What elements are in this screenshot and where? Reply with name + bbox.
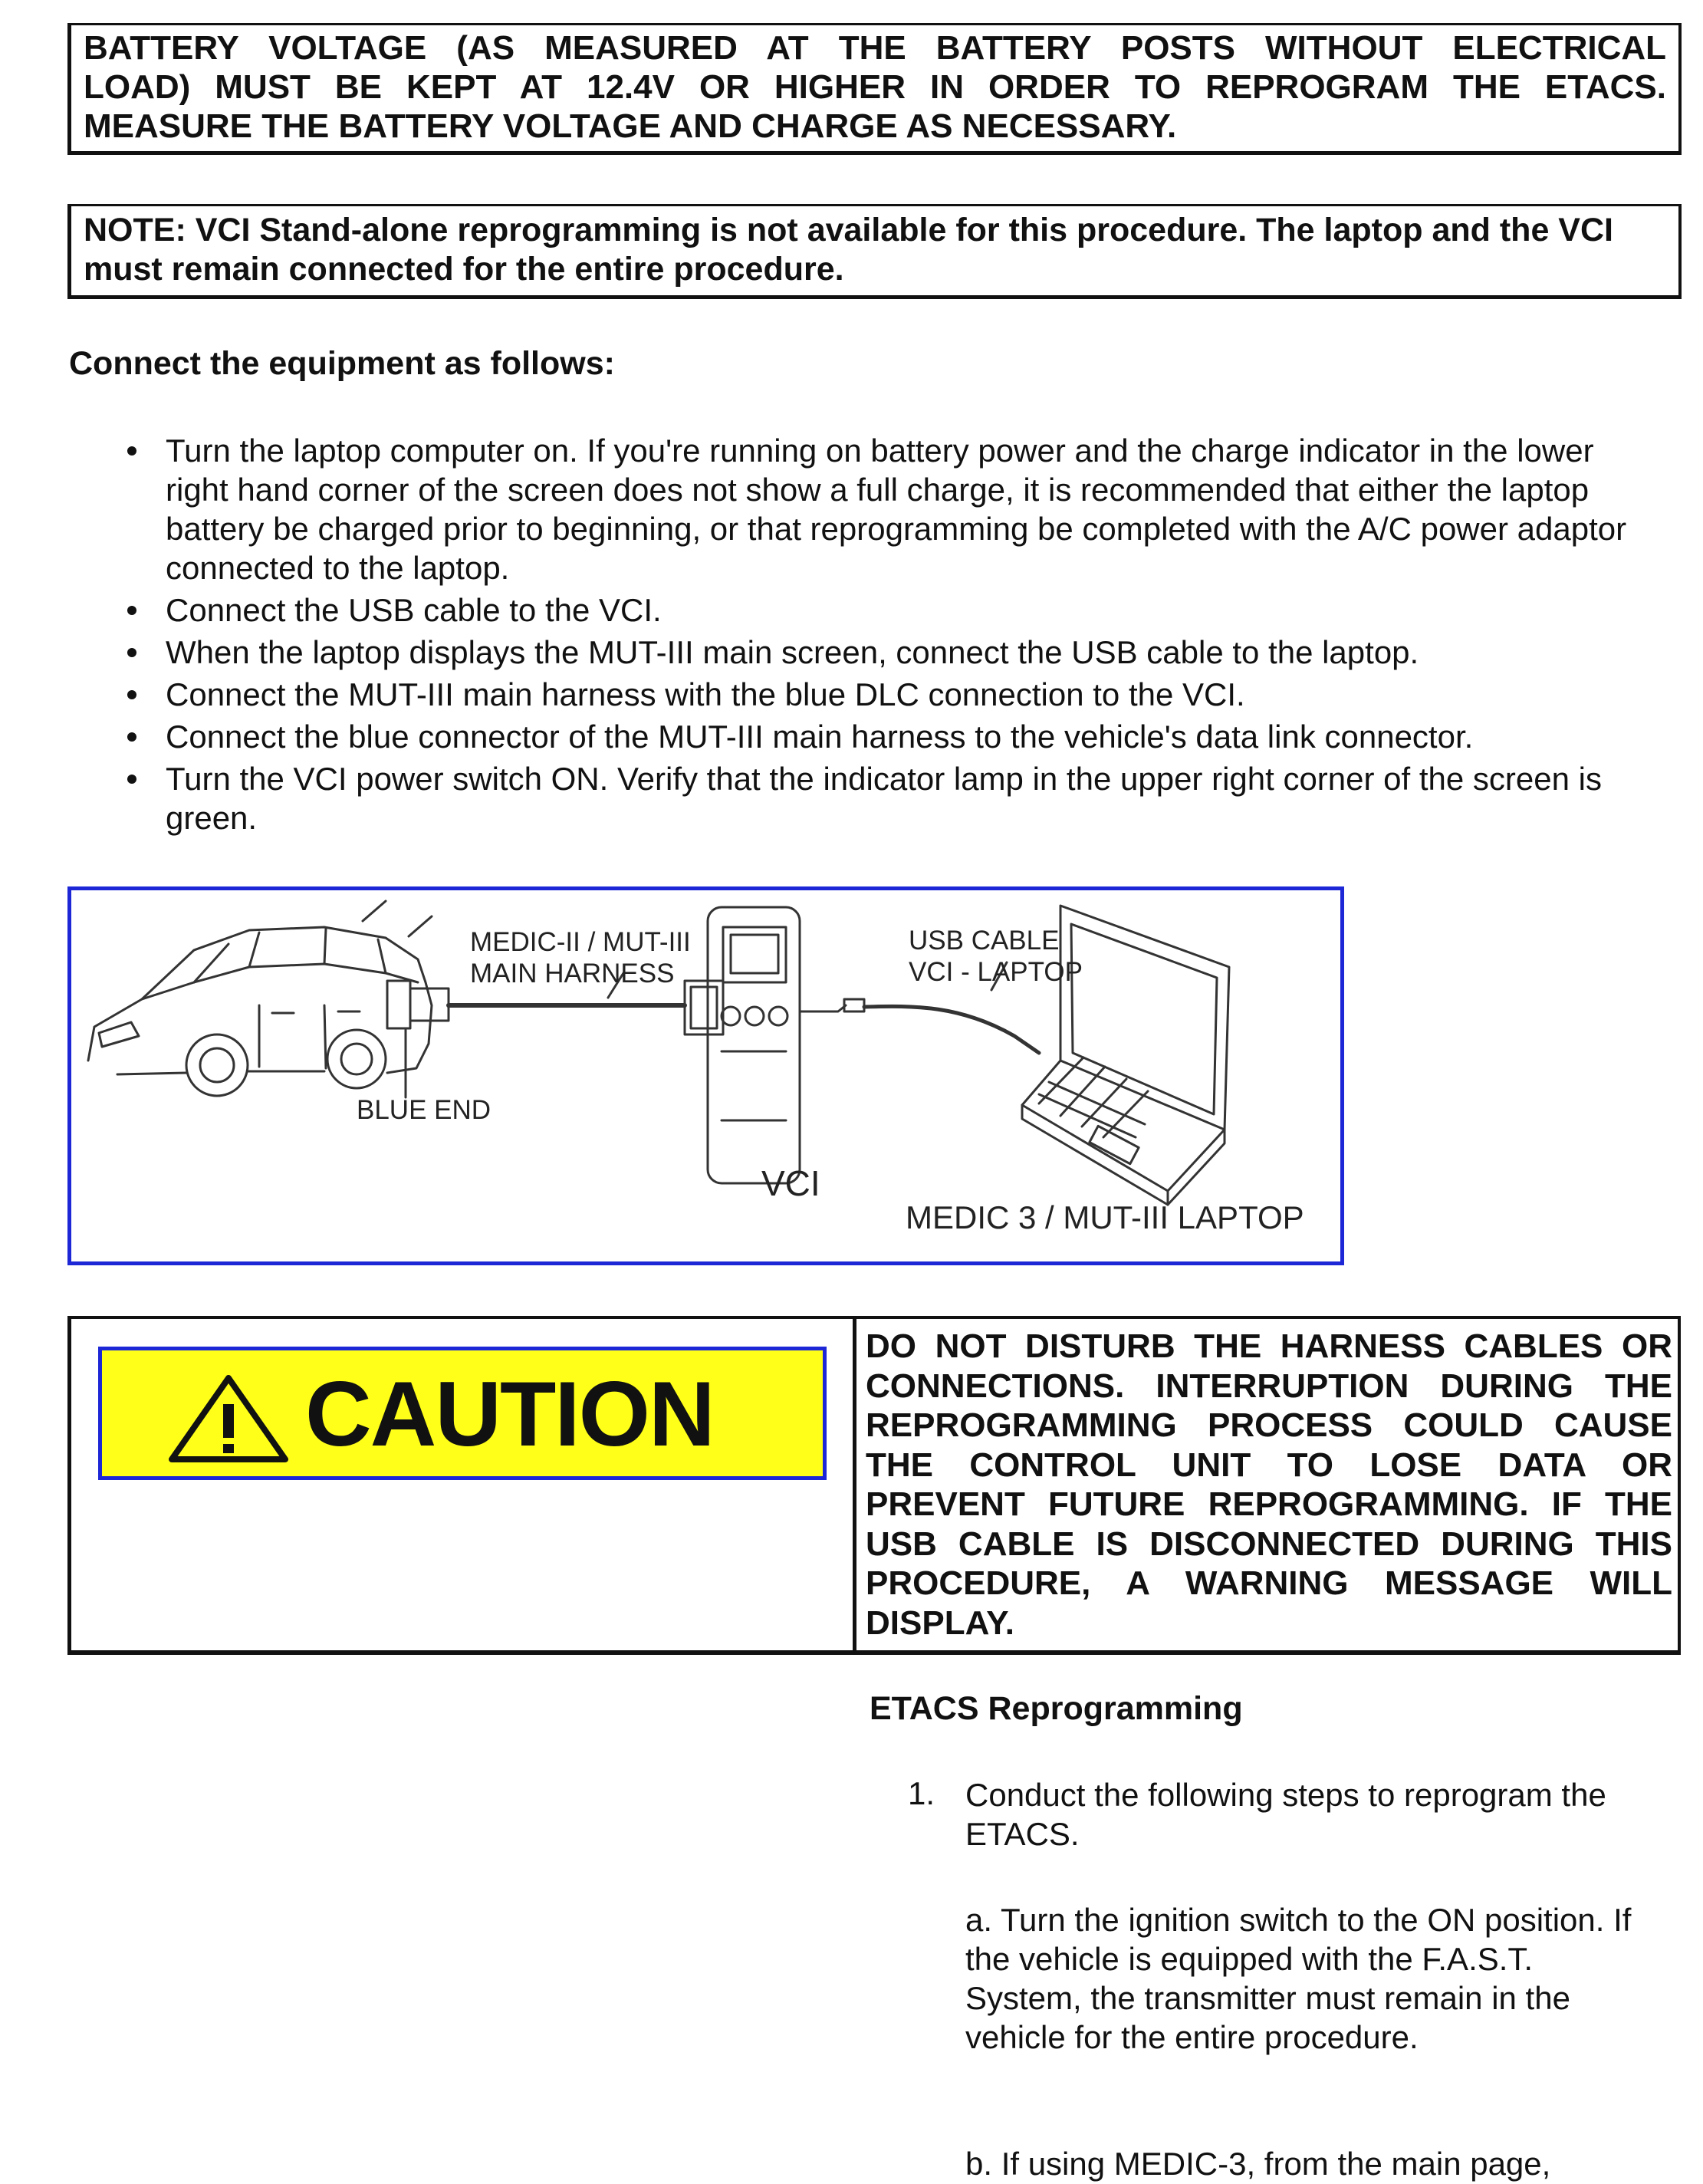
step-1-number: 1. <box>908 1775 935 1811</box>
bullet-icon <box>127 732 136 742</box>
harness-label-line-1: MEDIC-II / MUT-III <box>470 927 691 957</box>
list-item <box>121 633 1662 672</box>
list-item <box>121 675 1662 714</box>
note-text: NOTE: VCI Stand-alone reprogramming is not available for this procedure. The laptop and the VCI must remain connected for the entire procedure. <box>84 212 1613 288</box>
list-item-text: When the laptop displays the MUT-III main screen, connect the USB cable to the laptop. <box>166 634 1419 670</box>
connection-diagram <box>67 886 1344 1265</box>
usb-label-line-2: VCI - LAPTOP <box>909 957 1083 987</box>
blue-end-label: BLUE END <box>357 1095 492 1125</box>
laptop-label: MEDIC 3 / MUT-III LAPTOP <box>906 1199 1304 1235</box>
list-item-text: Connect the MUT-III main harness with the blue DLC connection to the VCI. <box>166 676 1245 712</box>
step-1-text: Conduct the following steps to reprogram the ETACS. <box>965 1777 1606 1852</box>
list-item-text: Turn the laptop computer on. If you're running on battery power and the charge indicator in the lower right hand corner of the screen does not show a full charge, it is recommended that either the laptop battery be charged prior to beginning, or that reprogramming be completed with the A/C power adaptor connected to the laptop. <box>166 433 1627 586</box>
car-icon <box>88 901 432 1096</box>
harness-cable-icon <box>387 973 723 1097</box>
connect-steps-list <box>121 431 1662 840</box>
bullet-icon <box>127 775 136 784</box>
usb-label-line-1: USB CABLE <box>909 926 1060 956</box>
connect-heading: Connect the equipment as follows: <box>69 345 615 382</box>
battery-warning-line-2: LOAD) MUST BE KEPT AT 12.4V OR HIGHER IN ORDER TO REPROGRAM THE ETACS. <box>84 68 1666 106</box>
battery-warning-line-1: BATTERY VOLTAGE (AS MEASURED AT THE BATTERY POSTS WITHOUT ELECTRICAL <box>84 29 1666 67</box>
bullet-icon <box>127 446 136 456</box>
etacs-heading: ETACS Reprogramming <box>870 1690 1243 1727</box>
caution-text: DO NOT DISTURB THE HARNESS CABLES OR CONNECTIONS. INTERRUPTION DURING THE REPROGRAMMING PROCESS COULD CAUSE THE CONTROL UNIT TO LOSE DATA OR PREVENT FUTURE REPROGRAMMING. IF THE USB CABLE IS DISCONNECTED DURING THIS PROCEDURE, A WARNING MESSAGE WILL DISPLAY. <box>866 1327 1672 1642</box>
list-item <box>121 717 1662 756</box>
note-box <box>67 204 1682 299</box>
warning-triangle-icon <box>167 1373 290 1464</box>
step-b-text: b. If using MEDIC-3, from the main page, <box>965 2146 1551 2182</box>
bullet-icon <box>127 648 136 657</box>
battery-warning-box <box>67 23 1682 155</box>
battery-warning-line-3: MEASURE THE BATTERY VOLTAGE AND CHARGE AS NECESSARY. <box>84 107 1177 145</box>
harness-label-line-2: MAIN HARNESS <box>470 959 675 988</box>
bullet-icon <box>127 606 136 615</box>
list-item-text: Connect the USB cable to the VCI. <box>166 592 662 628</box>
caution-divider <box>853 1319 856 1650</box>
list-item <box>121 431 1662 587</box>
list-item <box>121 590 1662 630</box>
list-item-text: Turn the VCI power switch ON. Verify that the indicator lamp in the upper right corner of the screen is green. <box>166 761 1602 836</box>
list-item <box>121 759 1662 837</box>
step-a-text: a. Turn the ignition switch to the ON position. If the vehicle is equipped with the F.A.S.T. System, the transmitter must remain in the vehicle for the entire procedure. <box>965 1902 1632 2055</box>
vci-icon <box>708 907 800 1183</box>
caution-table <box>67 1316 1681 1655</box>
bullet-icon <box>127 690 136 699</box>
caution-word: CAUTION <box>305 1363 714 1465</box>
caution-sign <box>98 1347 827 1480</box>
list-item-text: Connect the blue connector of the MUT-III main harness to the vehicle's data link connector. <box>166 719 1474 755</box>
vci-label: VCI <box>761 1163 820 1203</box>
